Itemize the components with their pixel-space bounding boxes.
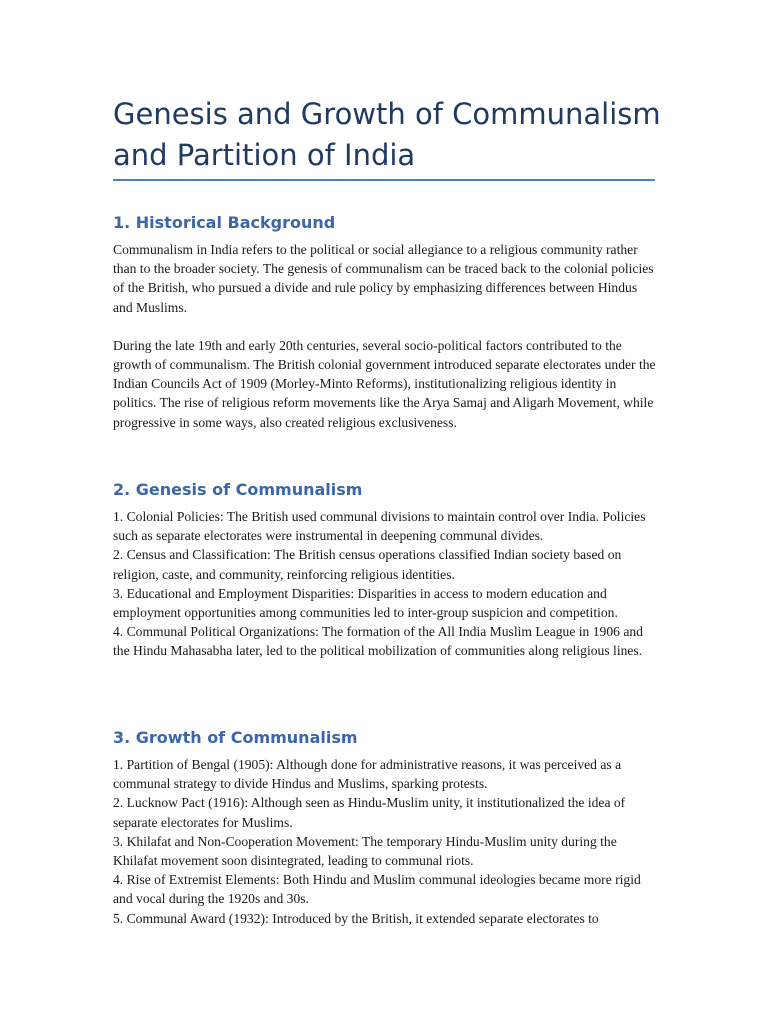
list-item: 4. Communal Political Organizations: The formation of the All India Muslim League in 1906 and the Hindu Mahasabha later, led to the political mobilization of communities along religious lines. bbox=[113, 624, 643, 659]
list-item: 1. Partition of Bengal (1905): Although done for administrative reasons, it was perceived as a communal strategy to divide Hindus and Muslims, sparking protests. bbox=[113, 757, 622, 792]
paragraph: Communalism in India refers to the political or social allegiance to a religious community rather than to the broader society. The genesis of communalism can be traced back to the colonial policies of the British, who pursued a divide and rule policy by emphasizing differences between Hindus and Muslims. bbox=[113, 242, 654, 315]
section-heading: 3. Growth of Communalism bbox=[113, 728, 358, 747]
section-historical-background bbox=[113, 212, 658, 432]
title-divider bbox=[113, 179, 655, 181]
list-item: 2. Census and Classification: The British census operations classified Indian society based on religion, caste, and community, reinforcing religious identities. bbox=[113, 547, 622, 582]
section-heading: 2. Genesis of Communalism bbox=[113, 480, 363, 499]
section-growth-of-communalism bbox=[113, 727, 658, 928]
list-item: 5. Communal Award (1932): Introduced by the British, it extended separate electorates to bbox=[113, 910, 599, 926]
section-genesis-of-communalism bbox=[113, 479, 658, 661]
list-item: 2. Lucknow Pact (1916): Although seen as Hindu-Muslim unity, it institutionalized the idea of separate electorates for Muslims. bbox=[113, 795, 626, 830]
paragraph: During the late 19th and early 20th centuries, several socio-political factors contributed to the growth of communalism. The British colonial government introduced separate electorates under the Indian Councils Act of 1909 (Morley-Minto Reforms), institutionalizing religious identity in politics. The rise of religious reform movements like the Arya Samaj and Aligarh Movement, while progressive in some ways, also created religious exclusiveness. bbox=[113, 337, 656, 430]
document-title: Genesis and Growth of Communalism and Partition of India bbox=[113, 97, 661, 172]
list-item: 1. Colonial Policies: The British used communal divisions to maintain control over India. Policies such as separate electorates were instrumental in deepening communal divides. bbox=[113, 509, 646, 544]
list-item: 3. Khilafat and Non-Cooperation Movement: The temporary Hindu-Muslim unity during the Khilafat movement soon disintegrated, leading to communal riots. bbox=[113, 833, 617, 869]
list-item: 4. Rise of Extremist Elements: Both Hindu and Muslim communal ideologies became more rigid and vocal during the 1920s and 30s. bbox=[113, 872, 641, 907]
section-heading: 1. Historical Background bbox=[113, 213, 336, 232]
list-item: 3. Educational and Employment Disparities: Disparities in access to modern education and employment opportunities among communities led to inter-group suspicion and competition. bbox=[113, 585, 618, 621]
